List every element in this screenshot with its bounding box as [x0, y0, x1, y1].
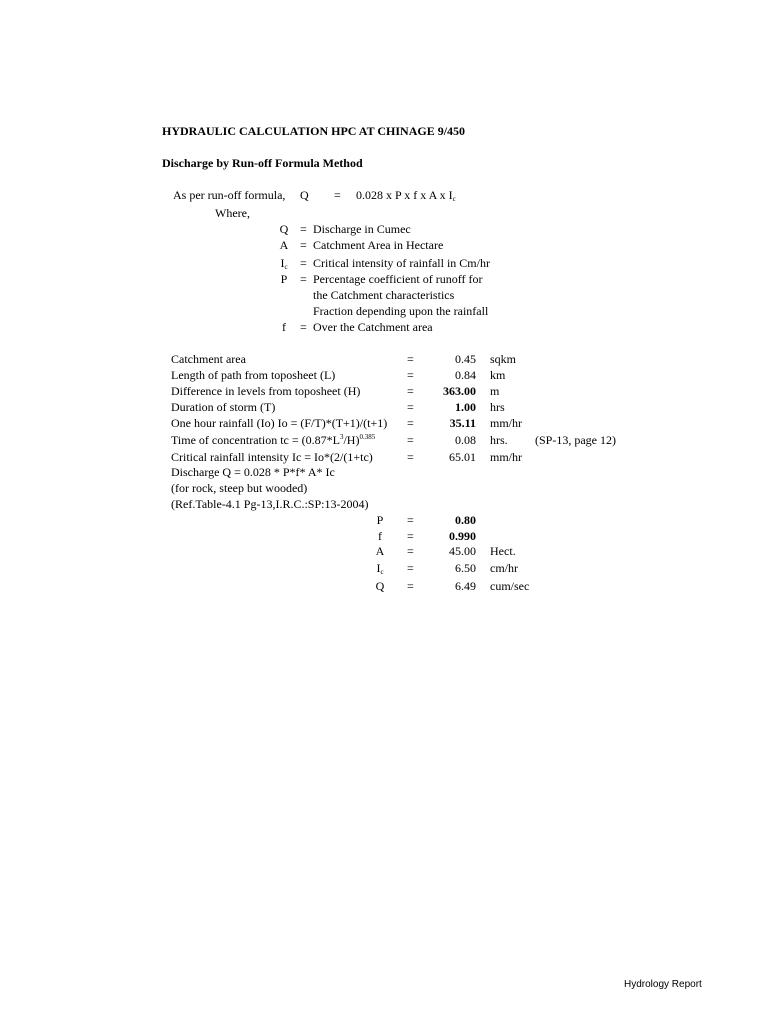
result-symbol-text: f — [378, 529, 382, 543]
calc-value: 35.11 — [449, 416, 476, 430]
result-equals: = — [407, 579, 414, 593]
calc-unit: sqkm — [490, 352, 517, 366]
definition-text: the Catchment characteristics — [313, 288, 455, 302]
definition-text: Discharge in Cumec — [313, 222, 411, 236]
result-value: 0.80 — [455, 513, 476, 527]
definition-symbol — [274, 273, 294, 285]
calc-equals: = — [407, 450, 414, 464]
calc-label-text: Length of path from toposheet (L) — [171, 368, 336, 382]
calc-label-text: One hour rainfall (Io) Io = (F/T)*(T+1)/(t+1) — [171, 416, 388, 430]
calc-label-mid: /H) — [343, 433, 360, 447]
calc-label — [171, 417, 387, 429]
result-symbol-text: P — [376, 513, 384, 527]
calc-label-text: Critical rainfall intensity Ic = Io*(2/(1+tc) — [171, 450, 373, 464]
definition-symbol — [274, 223, 294, 235]
calc-label — [171, 369, 335, 381]
result-unit: Hect. — [490, 544, 516, 558]
formula-rhs-main: 0.028 x P x f x A x I — [356, 188, 453, 202]
calc-label-text: Duration of storm (T) — [171, 400, 276, 414]
definition-text: Over the Catchment area — [313, 320, 433, 334]
definition-equals: = — [300, 238, 307, 252]
definition-text: Critical intensity of rainfall in Cm/hr — [313, 256, 490, 270]
calc-equals: = — [407, 352, 414, 366]
calc-unit: km — [490, 368, 506, 382]
calc-label-text: Difference in levels from toposheet (H) — [171, 384, 361, 398]
result-symbol-text: Q — [375, 579, 385, 593]
calc-label — [171, 451, 373, 463]
definition-symbol-text: Q — [279, 222, 289, 236]
calc-label — [171, 353, 246, 365]
calc-label-text: Time of concentration tc = (0.87*L — [171, 433, 340, 447]
definition-symbol-text: I — [280, 256, 285, 270]
calc-label-sup: 3 — [339, 433, 344, 441]
definition-symbol-text: P — [280, 272, 288, 286]
result-symbol — [371, 514, 389, 526]
formula-intro: As per run-off formula, — [173, 188, 286, 202]
definition-equals: = — [300, 320, 307, 334]
note-line: (for rock, steep but wooded) — [171, 481, 308, 495]
definition-symbol-sub: c — [284, 263, 288, 271]
result-value: 6.49 — [455, 579, 476, 593]
result-unit: cm/hr — [490, 561, 518, 575]
definition-text: Percentage coefficient of runoff for — [313, 272, 483, 286]
result-value: 6.50 — [455, 561, 476, 575]
result-symbol — [371, 562, 389, 574]
result-equals: = — [407, 529, 414, 543]
definition-equals: = — [300, 256, 307, 270]
calc-unit: mm/hr — [490, 450, 522, 464]
calc-label — [171, 385, 360, 397]
calc-value: 363.00 — [443, 384, 476, 398]
section-subtitle: Discharge by Run-off Formula Method — [162, 156, 363, 170]
result-unit: cum/sec — [490, 579, 530, 593]
calc-label — [171, 401, 275, 413]
calc-label-text: Catchment area — [171, 352, 246, 366]
page-title: HYDRAULIC CALCULATION HPC AT CHINAGE 9/450 — [162, 124, 466, 138]
definition-text: Catchment Area in Hectare — [313, 238, 444, 252]
definition-symbol — [274, 321, 294, 333]
definition-equals: = — [300, 222, 307, 236]
formula-lhs: Q — [300, 188, 309, 202]
result-symbol-sub: c — [380, 568, 384, 576]
result-value: 45.00 — [449, 544, 476, 558]
calc-value: 0.08 — [455, 433, 476, 447]
footer-label: Hydrology Report — [624, 979, 702, 990]
calc-value: 0.45 — [455, 352, 476, 366]
calc-equals: = — [407, 384, 414, 398]
definition-symbol — [274, 239, 294, 251]
result-value: 0.990 — [449, 529, 476, 543]
note-line: Discharge Q = 0.028 * P*f* A* Ic — [171, 465, 335, 479]
formula-rhs — [356, 189, 456, 201]
result-equals: = — [407, 544, 414, 558]
result-symbol — [371, 545, 389, 557]
result-equals: = — [407, 561, 414, 575]
definition-symbol-text: f — [282, 320, 286, 334]
calc-label-sup: 0.385 — [359, 433, 376, 441]
calc-equals: = — [407, 368, 414, 382]
calc-equals: = — [407, 433, 414, 447]
calc-unit: m — [490, 384, 500, 398]
formula-rhs-sub: c — [452, 195, 456, 203]
calc-equals: = — [407, 416, 414, 430]
calc-unit: hrs. — [490, 433, 508, 447]
formula-equals: = — [334, 188, 341, 202]
calc-value: 0.84 — [455, 368, 476, 382]
calc-unit: hrs — [490, 400, 505, 414]
result-symbol-text: A — [375, 544, 385, 558]
calc-value: 65.01 — [449, 450, 476, 464]
definition-symbol — [274, 257, 294, 269]
where-label: Where, — [215, 206, 250, 220]
calc-unit: mm/hr — [490, 416, 522, 430]
calc-equals: = — [407, 400, 414, 414]
definition-equals: = — [300, 272, 307, 286]
result-symbol — [371, 580, 389, 592]
note-line: (Ref.Table-4.1 Pg-13,I.R.C.:SP:13-2004) — [171, 497, 369, 511]
result-symbol — [371, 530, 389, 542]
result-equals: = — [407, 513, 414, 527]
calc-value: 1.00 — [455, 400, 476, 414]
calc-label — [171, 434, 375, 446]
definition-text: Fraction depending upon the rainfall — [313, 304, 489, 318]
calc-reference: (SP-13, page 12) — [535, 433, 616, 447]
definition-symbol-text: A — [279, 238, 289, 252]
result-symbol-text: I — [376, 561, 381, 575]
